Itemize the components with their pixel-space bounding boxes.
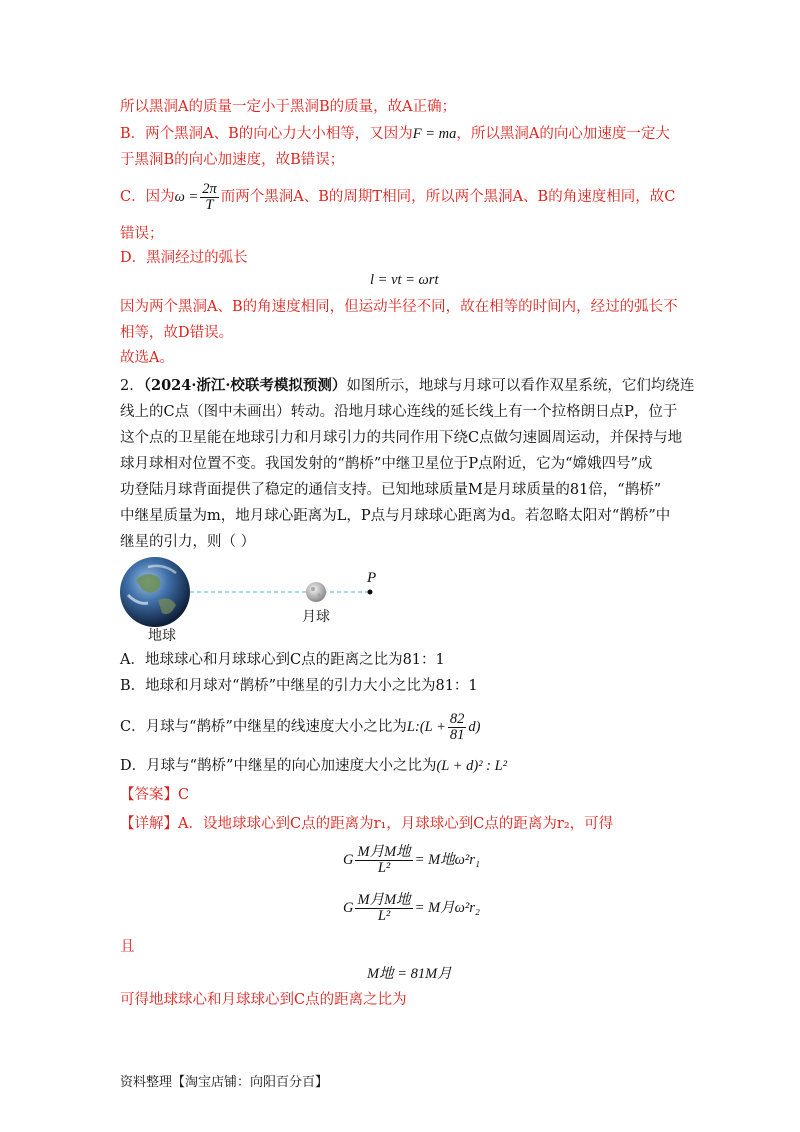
explanation-line-3: 于黑洞B的向心加速度，故B错误； — [120, 152, 345, 168]
eq1-fraction — [355, 845, 412, 876]
moon-icon — [306, 582, 326, 602]
lagrange-point-dot — [368, 590, 373, 595]
fraction-numerator: M月M地 — [357, 892, 411, 908]
point-p-label: P — [367, 570, 377, 586]
explanation-line-5: 错误； — [120, 226, 164, 242]
fraction-denominator: 81 — [449, 727, 465, 743]
text-segment: 而两个黑洞A、B的周期T相同，所以两个黑洞A、B的角速度相同，故C — [220, 188, 676, 205]
option-d — [120, 756, 507, 776]
omega-lhs: ω = — [174, 188, 199, 205]
omega-fraction — [200, 182, 219, 213]
text-segment: B．两个黑洞A、B的向心力大小相等，又因为 — [120, 126, 413, 142]
question-line-2: 线上的C点（图中未画出）转动。沿地月球心连线的延长线上有一个拉格朗日点P，位于 — [120, 404, 678, 420]
fraction-denominator: T — [205, 197, 214, 213]
question-line-4: 球月球相对位置不变。我国发射的“鹊桥”中继卫星位于P点附近，它为“嫦娥四号”成 — [120, 456, 653, 472]
answer-label: 【答案】C — [120, 787, 190, 803]
formula-part: d) — [468, 718, 481, 735]
formula-f-ma: F = ma — [412, 126, 457, 142]
eq-rhs: = M月ω²r₂ — [414, 899, 480, 916]
eq2-fraction — [355, 893, 412, 924]
fraction-numerator: 82 — [449, 711, 465, 727]
eq-symbol: G — [343, 899, 354, 916]
text-segment: ，所以黑洞A的向心加速度一定大 — [456, 126, 670, 142]
formula-omega — [174, 181, 221, 213]
option-c-formula — [406, 711, 481, 743]
question-line-5: 功登陆月球背面提供了稳定的通信支持。已知地球质量M是月球质量的81倍，“鹊桥” — [120, 482, 662, 498]
fraction-numerator: M月M地 — [357, 844, 411, 860]
earth-label: 地球 — [148, 628, 176, 644]
question-source: （2024·浙江·校联考模拟预测） — [143, 377, 347, 394]
explain-line-1: 【详解】A．设地球球心到C点的距离为r₁，月球球心到C点的距离为r₂，可得 — [120, 816, 614, 832]
equation-2 — [343, 893, 480, 924]
fraction-denominator: L² — [377, 860, 391, 876]
option-a: A．地球球心和月球球心到C点的距离之比为81：1 — [120, 652, 445, 668]
earth-icon — [120, 557, 190, 627]
text-segment: 如图所示，地球与月球可以看作双星系统，它们均绕连 — [346, 378, 695, 394]
explanation-line-7: 因为两个黑洞A、B的角速度相同，但运动半径不同，故在相等的时间内，经过的弧长不 — [120, 299, 678, 315]
fraction-numerator: 2π — [202, 181, 217, 197]
option-c — [120, 712, 480, 743]
arc-length-formula: l = vt = ωrt — [370, 272, 439, 288]
question-line-6: 中继星质量为m，地月球心距离为L，P点与月球球心距离为d。若忽略太阳对“鹊桥”中 — [120, 508, 671, 524]
question-line-3: 这个点的卫星能在地球引力和月球引力的共同作用下绕C点做匀速圆周运动，并保持与地 — [120, 430, 683, 446]
explain-and: 且 — [120, 939, 135, 955]
text-segment: C．因为 — [120, 188, 175, 205]
page-footer: 资料整理【淘宝店铺：向阳百分百】 — [120, 1075, 329, 1090]
text-segment: C．月球与“鹊桥”中继星的线速度大小之比为 — [120, 718, 407, 735]
explain-last-line: 可得地球球心和月球球心到C点的距离之比为 — [120, 992, 407, 1008]
option-b: B．地球和月球对“鹊桥”中继星的引力大小之比为81：1 — [120, 678, 478, 694]
question-number: 2． — [120, 378, 144, 394]
eq-symbol: G — [343, 851, 354, 868]
formula-part: L:(L + — [406, 718, 446, 735]
fraction-denominator: L² — [377, 908, 391, 924]
explanation-line-6: D．黑洞经过的弧长 — [120, 250, 248, 266]
equation-3: M地 = 81M月 — [367, 966, 452, 982]
text-segment: D．月球与“鹊桥”中继星的向心加速度大小之比为 — [120, 758, 437, 774]
explanation-line-8: 相等，故D错误。 — [120, 325, 234, 341]
eq-rhs: = M地ω²r₁ — [414, 851, 480, 868]
explanation-line-4 — [120, 182, 675, 213]
earth-moon-figure — [118, 555, 388, 655]
explanation-line-9: 故选A。 — [120, 350, 174, 366]
moon-label: 月球 — [302, 609, 330, 625]
equation-1 — [343, 845, 480, 876]
option-d-formula: (L + d)² : L² — [436, 758, 508, 774]
explanation-line-1: 所以黑洞A的质量一定小于黑洞B的质量，故A正确； — [120, 99, 457, 115]
explanation-line-2 — [120, 124, 670, 144]
question-line-7: 继星的引力，则（ ） — [120, 534, 256, 550]
option-c-fraction — [448, 712, 467, 743]
question-line-1 — [120, 376, 694, 396]
